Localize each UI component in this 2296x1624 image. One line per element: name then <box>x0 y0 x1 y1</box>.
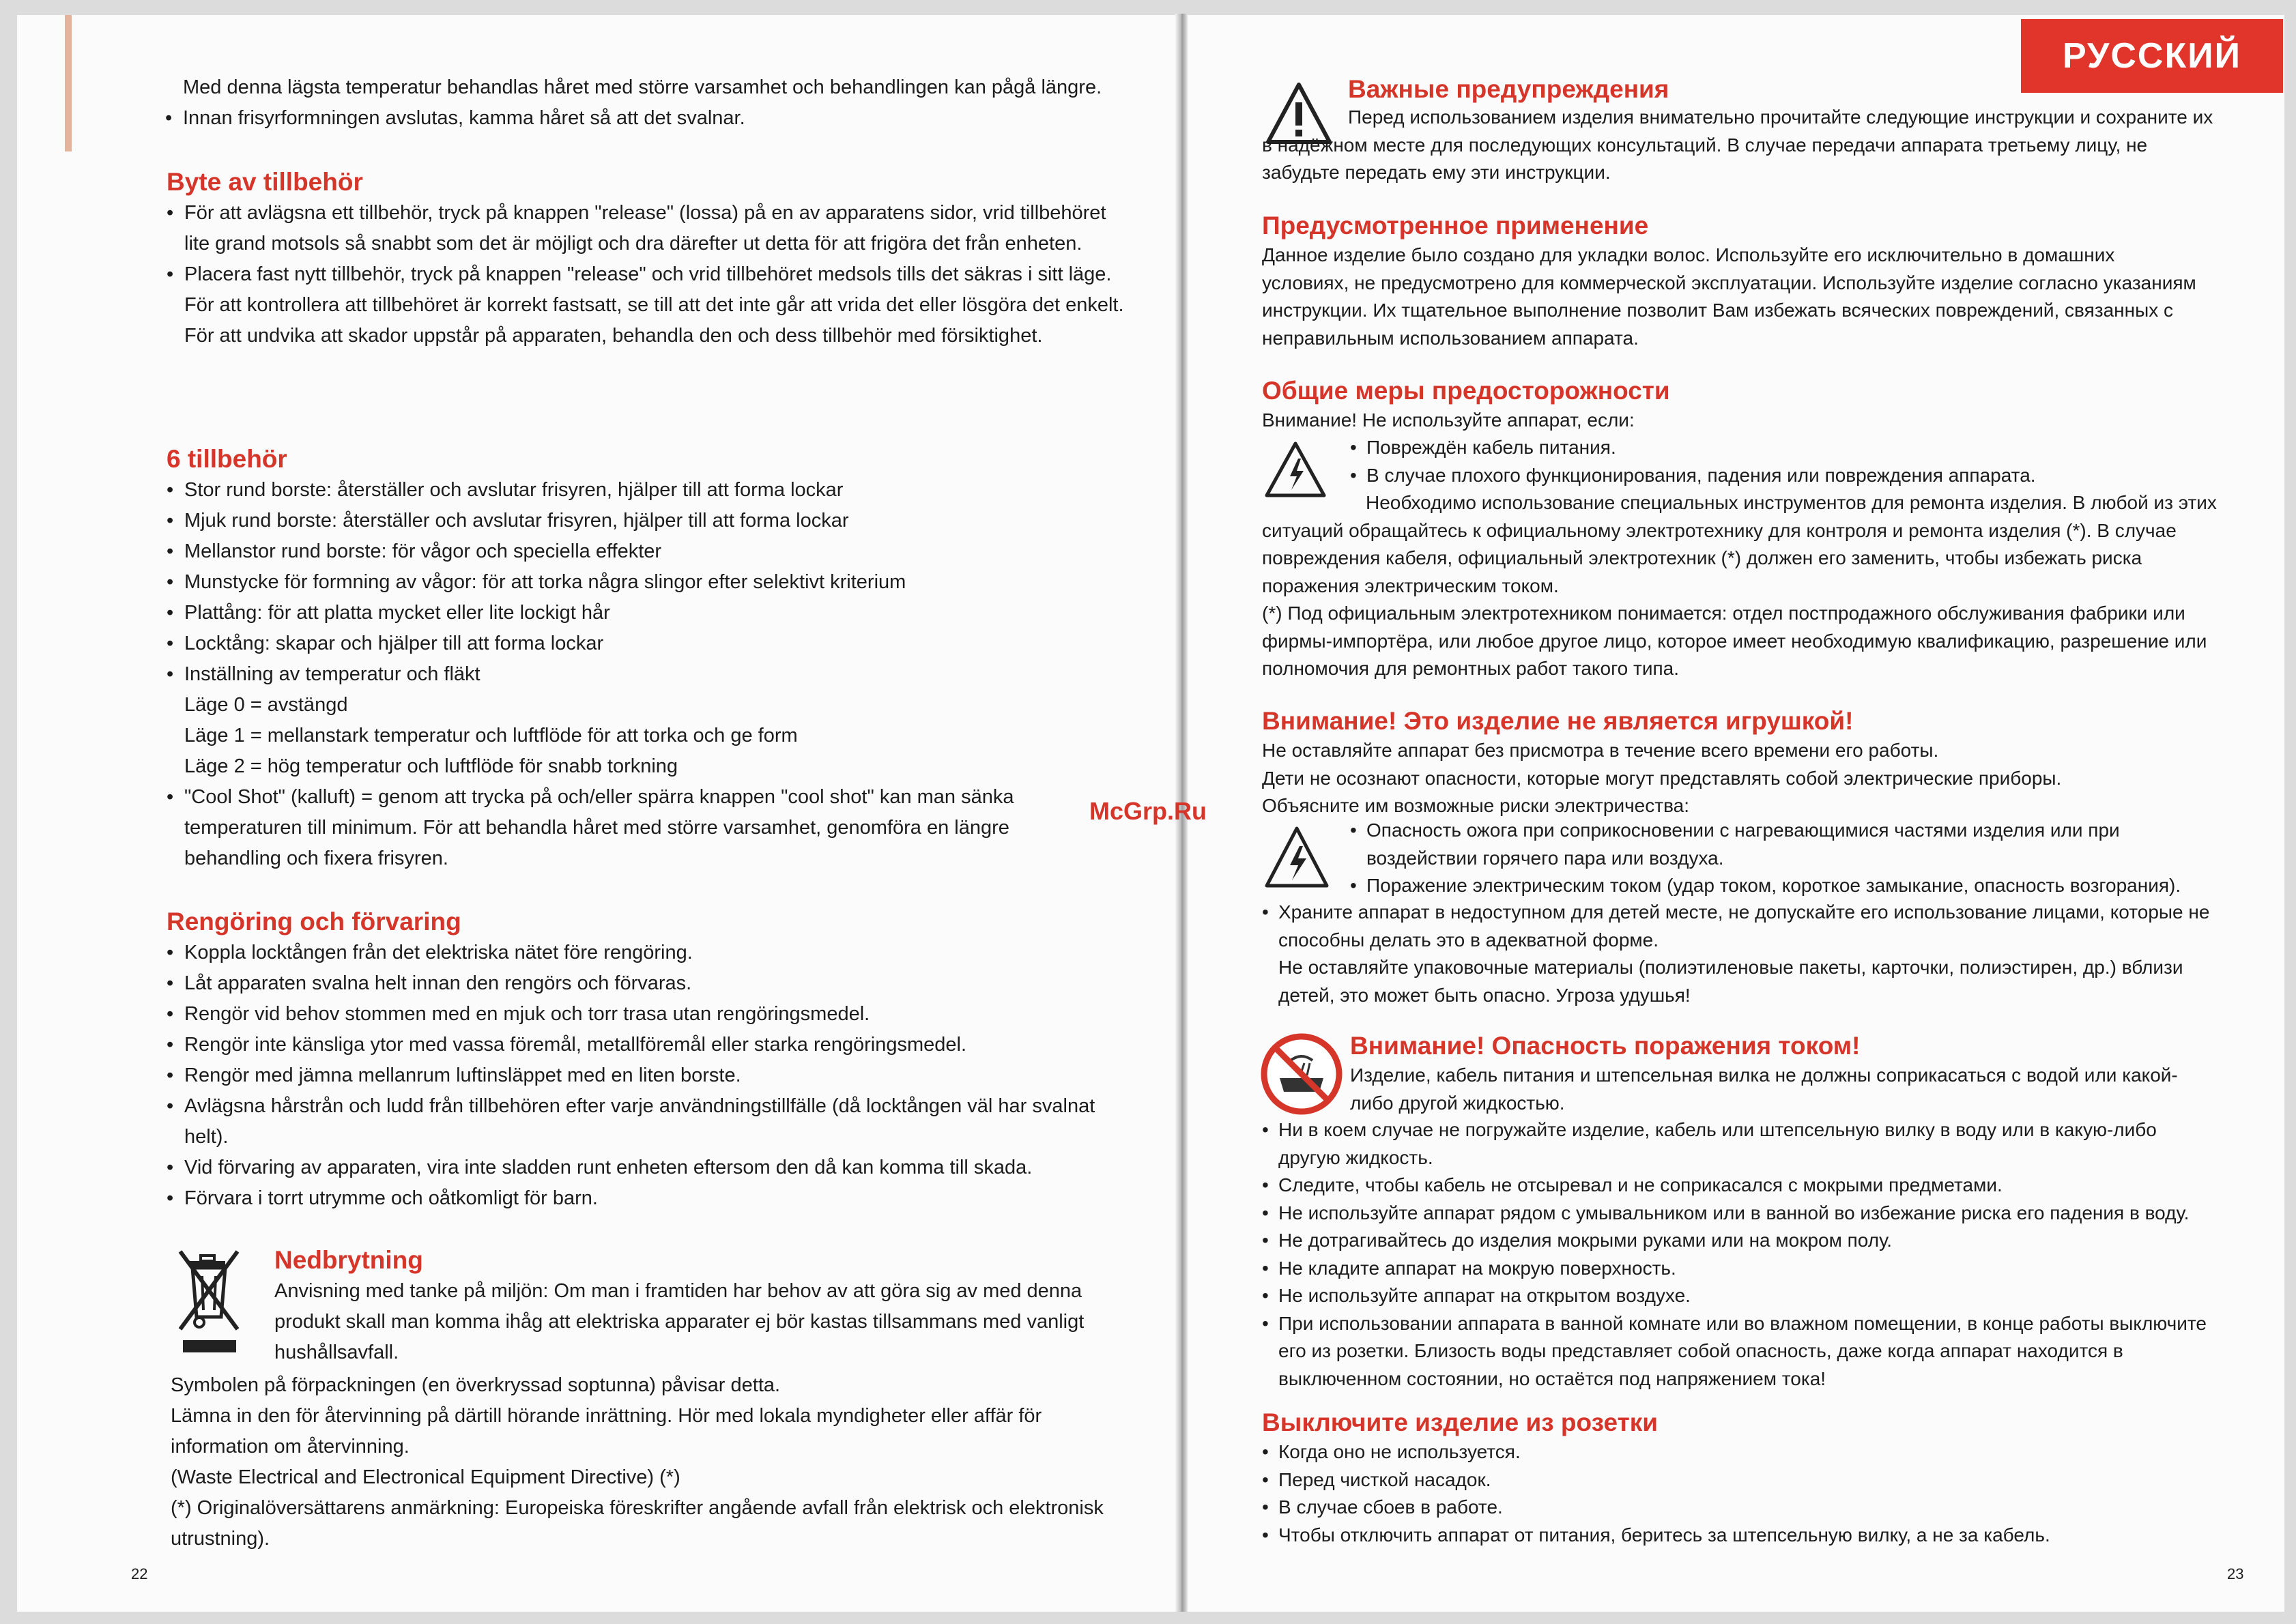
heading-intended: Предусмотренное применение <box>1262 212 1649 240</box>
list-item: • Inställning av temperatur och fläkt <box>167 659 1102 690</box>
no-bath-icon <box>1261 1033 1343 1115</box>
shock-list <box>1262 1116 2218 1393</box>
list-item: • Stor rund borste: återställer och avslutar frisyren, hjälper till att forma lockar <box>167 475 1102 506</box>
toy-line: Объясните им возможные риски электричества: <box>1262 795 1689 816</box>
list-item: • Не используйте аппарат на открытом воздухе. <box>1262 1282 2218 1310</box>
precautions-cont <box>1262 489 2228 600</box>
section-shock <box>1350 1030 2196 1117</box>
mode-line: Läge 2 = hög temperatur och luftflöde för snabb torkning <box>184 755 678 777</box>
list-item: • Mellanstor rund borste: för vågor och speciella effekter <box>167 536 1102 567</box>
section-warnings <box>1348 74 2228 105</box>
intro-text <box>165 72 1141 134</box>
list-item: • Avlägsna hårstrån och ludd från tillbehören efter varje användningstillfälle (då locktången väl har svalnat helt). <box>167 1091 1122 1152</box>
intro-bullet: • Innan frisyrformningen avslutas, kamma håret så att det svalnar. <box>165 103 1141 134</box>
list-item: • Förvara i torrt utrymme och oåtkomligt för barn. <box>167 1183 1122 1214</box>
list-item: • Повреждён кабель питания. <box>1350 434 2230 462</box>
section-precautions <box>1262 375 2218 435</box>
list-item: • Rengör med jämna mellanrum luftinsläppet med en liten borste. <box>167 1060 1122 1091</box>
disposal-line: Symbolen på förpackningen (en överkryssad soptunna) påvisar detta. <box>171 1374 781 1396</box>
section-toy <box>1262 706 2218 820</box>
heading-precautions: Общие меры предосторожности <box>1262 377 1670 405</box>
list-item: • Чтобы отключить аппарат от питания, беритесь за штепсельную вилку, а не за кабель. <box>1262 1522 2218 1550</box>
list-item: • Не дотрагивайтесь до изделия мокрыми руками или на мокром полу. <box>1262 1227 2218 1255</box>
list-item: • Храните аппарат в недоступном для детей месте, не допускайте его использование лицами, которые не способны делать это в адекватной форме. <box>1262 899 2211 954</box>
mode-line: Läge 0 = avstängd <box>184 694 348 716</box>
list-item: • Не кладите аппарат на мокрую поверхность. <box>1262 1255 2218 1283</box>
list-item: • "Cool Shot" (kalluft) = genom att trycka på och/eller spärra knappen "cool shot" kan man sänka temperaturen till minimum. För att behandla håret med större varsamhet, genomföra en längre behandling och fixera frisyren. <box>167 782 1102 874</box>
list-item: • Следите, чтобы кабель не отсыревал и не соприкасался с мокрыми предметами. <box>1262 1172 2218 1200</box>
watermark: McGrp.Ru <box>1089 797 1207 825</box>
list-item: • В случае сбоев в работе. <box>1262 1494 2218 1522</box>
list-item: • Поражение электрическим током (удар током, короткое замыкание, опасность возгорания). <box>1350 872 2230 900</box>
list-item: • При использовании аппарата в ванной комнате или во влажном помещении, в конце работы выключите его из розетки. Близость воды представляет собой опасность, даже когда аппарат находится в выключенном состоянии, но остаётся под напряжением тока! <box>1262 1310 2218 1393</box>
disposal-intro: Anvisning med tanke på miljön: Om man i framtiden har behov av att göra sig av med denna produkt skall man komma ihåg att elektriska apparater ej bör kastas tillsammans med vanligt hushållsavfall. <box>274 1280 1085 1363</box>
section-accessories <box>167 444 1102 874</box>
section-cleaning <box>167 906 1122 1214</box>
toy-line: Дети не осознают опасности, которые могут представлять собой электрические приборы. <box>1262 767 2062 789</box>
disposal-line: (Waste Electrical and Electronical Equipment Directive) (*) <box>171 1466 680 1488</box>
heading-accessories: 6 tillbehör <box>167 445 287 473</box>
toy-risks <box>1350 817 2230 900</box>
section-disposal <box>274 1245 1128 1368</box>
list-item: • Когда оно не используется. <box>1262 1438 2218 1466</box>
intended-paragraph: Данное изделие было создано для укладки волос. Используйте его исключительно в домашних условиях, не предусмотрено для коммерческой эксплуатации. Используйте изделие согласно указаниям инструкции. Их тщательное выполнение позволит Вам избежать всяческих повреждений, связанных с неправильным использованием аппарата. <box>1262 244 2196 349</box>
heading-cleaning: Rengöring och förvaring <box>167 908 461 936</box>
heading-byte: Byte av tillbehör <box>167 168 363 196</box>
list-item: • Опасность ожога при соприкосновении с нагревающимися частями изделия или при воздействии горячего пара или воздуха. <box>1350 817 2230 872</box>
precautions-note-text: (*) Под официальным электротехником понимается: отдел постпродажного обслуживания фабрики или фирмы-импортёра, или любое другое лицо, которое имеет необходимую квалификацию, разрешение или полномочия для ремонтных работ такого типа. <box>1262 603 2207 679</box>
electric-hazard-icon <box>1264 826 1330 890</box>
list-item: • Placera fast nytt tillbehör, tryck på knappen "release" och vrid tillbehöret medsols tills det säkras i sitt läge. För att kontrollera att tillbehöret är korrekt fastsatt, se till att det inte går att vrida det eller lösgöra det enkelt. För att undvika att skador uppstår på apparaten, behandla den och dess tillbehör med försiktighet. <box>167 259 1129 351</box>
toy-packaging: Не оставляйте упаковочные материалы (полиэтиленовые пакеты, карточки, полиэстирен, др.) вблизи детей, это может быть опасно. Угроза удушья! <box>1278 957 2183 1006</box>
toy-keep <box>1262 899 2211 1009</box>
page-edge-strip <box>65 15 72 151</box>
disposal-line: (*) Originalöversättarens anmärkning: Europeiska föreskrifter angående avfall från elektrisk och elektronisk utrustning). <box>171 1497 1104 1550</box>
list-item: • Munstycke för formning av vågor: för att torka några slingor efter selektivt kriterium <box>167 567 1102 598</box>
precautions-list <box>1350 434 2230 489</box>
heading-warnings: Важные предупреждения <box>1348 75 1669 103</box>
precautions-note <box>1262 600 2218 683</box>
heading-disposal: Nedbrytning <box>274 1246 423 1274</box>
page-number: 22 <box>131 1565 148 1582</box>
section-byte <box>167 166 1129 351</box>
list-item: • Ни в коем случае не погружайте изделие, кабель или штепсельную вилку в воду или в какую-либо другую жидкость. <box>1262 1116 2218 1172</box>
list-item: • Не используйте аппарат рядом с умывальником или в ванной во избежание риска его падения в воду. <box>1262 1200 2218 1228</box>
list-item: • Locktång: skapar och hjälper till att forma lockar <box>167 628 1102 659</box>
page-number: 23 <box>2227 1565 2244 1582</box>
heading-shock: Внимание! Опасность поражения током! <box>1350 1032 1861 1060</box>
list-item: • Plattång: för att platta mycket eller lite lockigt hår <box>167 598 1102 628</box>
list-item: • För att avlägsna ett tillbehör, tryck på knappen "release" (lossa) på en av apparatens sidor, vrid tillbehöret lite grand motsols så snabbt som det är möjligt och dra därefter ut detta för att frigöra det från enheten. <box>167 198 1129 259</box>
warnings-text <box>1262 104 2218 187</box>
shock-intro: Изделие, кабель питания и штепсельная вилка не должны соприкасаться с водой или какой-либо другой жидкостью. <box>1350 1064 2178 1114</box>
list-item: • Vid förvaring av apparaten, vira inte sladden runt enheten eftersom den då kan komma till skada. <box>167 1152 1122 1183</box>
language-tab: РУССКИЙ <box>2021 19 2283 93</box>
toy-line: Не оставляйте аппарат без присмотра в течение всего времени его работы. <box>1262 740 1939 761</box>
heading-toy: Внимание! Это изделие не является игрушкой! <box>1262 707 1854 735</box>
list-item: • Mjuk rund borste: återställer och avslutar frisyren, hjälper till att forma lockar <box>167 506 1102 536</box>
disposal-line: Lämna in den för återvinning på därtill hörande inrättning. Hör med lokala myndigheter eller affär för information om återvinning. <box>171 1405 1042 1458</box>
weee-bin-icon <box>176 1249 242 1354</box>
list-item: • Перед чисткой насадок. <box>1262 1466 2218 1494</box>
heading-unplug: Выключите изделие из розетки <box>1262 1408 1659 1436</box>
list-item: • Rengör inte känsliga ytor med vassa föremål, metallföremål eller starka rengöringsmedel. <box>167 1030 1122 1060</box>
section-intended <box>1262 210 2197 352</box>
precautions-paragraph: Необходимо использование специальных инструментов для ремонта изделия. В любой из этих ситуаций обращайтесь к официальному электротехнику для контроля и ремонта изделия (*). В случае повреждения кабеля, официальный электротехник (*) должен его заменить, чтобы избежать риска поражения электрическим током. <box>1262 492 2217 596</box>
intro-line: Med denna lägsta temperatur behandlas håret med större varsamhet och behandlingen kan pågå längre. <box>183 76 1102 98</box>
section-unplug <box>1262 1407 2218 1549</box>
list-item: • Låt apparaten svalna helt innan den rengörs och förvaras. <box>167 968 1122 999</box>
list-item: • Rengör vid behov stommen med en mjuk och torr trasa utan rengöringsmedel. <box>167 999 1122 1030</box>
disposal-lines <box>171 1370 1133 1554</box>
list-item: • Koppla locktången från det elektriska nätet före rengöring. <box>167 938 1122 968</box>
list-item: • В случае плохого функционирования, падения или повреждения аппарата. <box>1350 462 2230 490</box>
mode-line: Läge 1 = mellanstark temperatur och luftflöde för att torka och ge form <box>184 725 798 746</box>
precautions-intro: Внимание! Не используйте аппарат, если: <box>1262 409 1635 431</box>
warnings-paragraph: Перед использованием изделия внимательно прочитайте следующие инструкции и сохраните их в надёжном месте для последующих консультаций. В случае передачи аппарата третьему лицу, не забудьте передать ему эти инструкции. <box>1262 106 2213 183</box>
